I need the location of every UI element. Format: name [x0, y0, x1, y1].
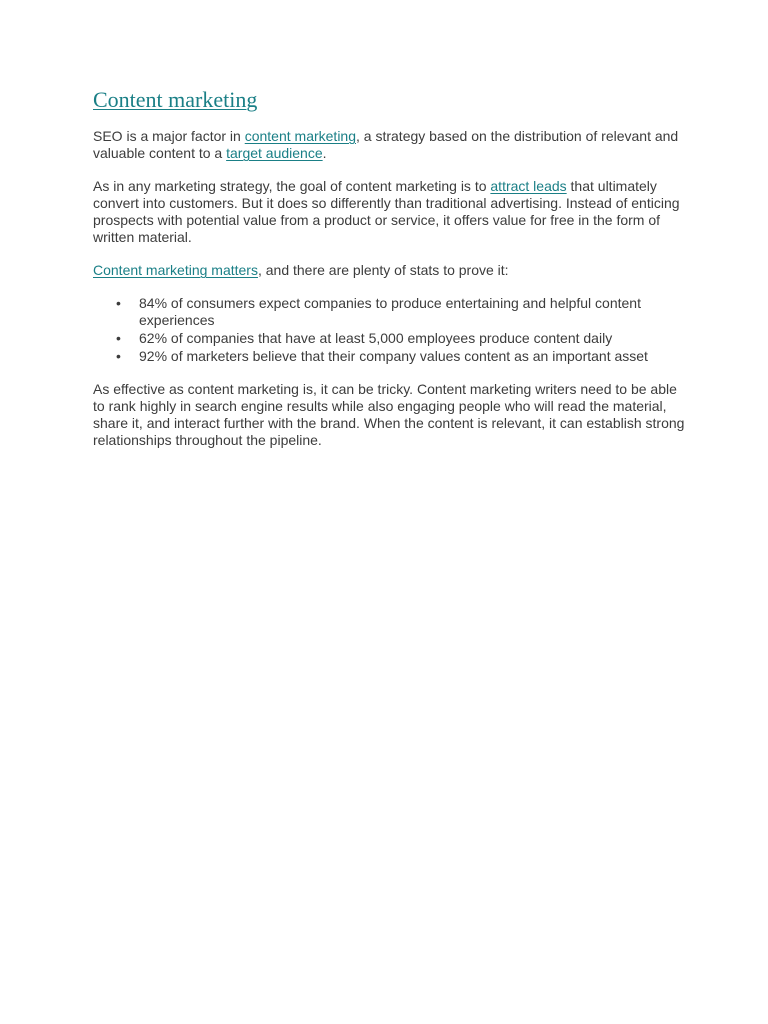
target-audience-link[interactable]: target audience [226, 145, 323, 161]
stats-list [93, 295, 688, 365]
content-marketing-matters-link[interactable]: Content marketing matters [93, 262, 258, 278]
bullet-icon: • [116, 330, 121, 346]
bullet-icon: • [116, 295, 121, 311]
paragraph-stats-intro [93, 262, 688, 279]
document-title[interactable]: Content marketing [93, 87, 258, 112]
paragraph-text: , a strategy based on the distribution of relevant and valuable content to a [93, 128, 679, 161]
list-item-text: 62% of companies that have at least 5,000 employees produce content daily [139, 330, 613, 346]
paragraph-marketing-goal [93, 178, 688, 246]
list-item-text: 92% of marketers believe that their company values content as an important asset [139, 348, 648, 364]
bullet-icon: • [116, 348, 121, 364]
list-item-text: 84% of consumers expect companies to produce entertaining and helpful content experiences [139, 295, 641, 328]
paragraph-text: . [322, 145, 327, 161]
paragraph-text: As in any marketing strategy, the goal of content marketing is to [93, 178, 491, 194]
list-item [116, 348, 688, 365]
list-item [116, 330, 688, 347]
paragraph-content-tricky: As effective as content marketing is, it can be tricky. Content marketing writers need to be able to rank highly in search engine results while also engaging people who will read the material, share it, and interact further with the brand. When the content is relevant, it can establish strong relationships throughout the pipeline. [93, 381, 685, 448]
document-body [93, 86, 688, 465]
paragraph-text: , and there are plenty of stats to prove it: [257, 262, 509, 278]
paragraph-text: SEO is a major factor in [93, 128, 245, 144]
paragraph-seo-intro [93, 128, 688, 162]
attract-leads-link[interactable]: attract leads [490, 178, 567, 194]
paragraph-text: that ultimately convert into customers. But it does so differently than traditional advertising. Instead of enticing prospects with potential value from a product or service, it offers value for free in the form of written material. [93, 178, 680, 245]
content-marketing-link[interactable]: content marketing [244, 128, 357, 144]
list-item [116, 295, 688, 329]
